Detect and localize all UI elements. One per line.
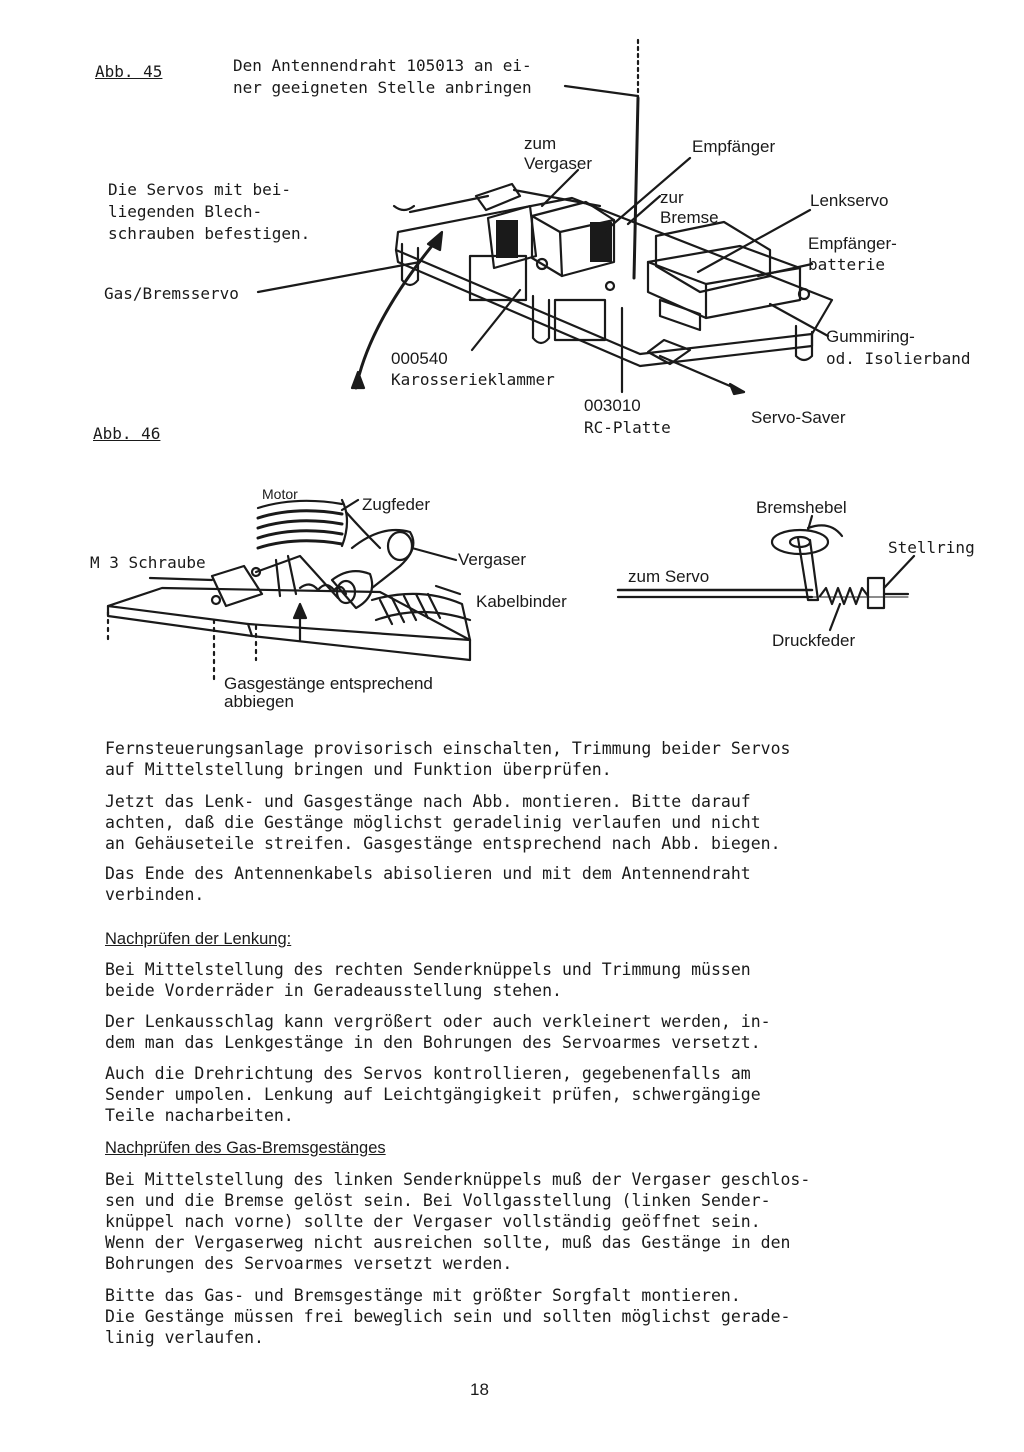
paragraph-8-line-3: linig verlaufen. xyxy=(105,1328,264,1347)
paragraph-2-line-2: achten, daß die Gestänge möglichst geradelinig verlaufen und nicht xyxy=(105,813,761,832)
paragraph-8-line-2: Die Gestänge müssen frei beweglich sein und sollten möglichst gerade- xyxy=(105,1307,791,1326)
paragraph-2-line-3: an Gehäuseteile streifen. Gasgestänge entsprechend nach Abb. biegen. xyxy=(105,834,781,853)
karosserieklammer-number: 000540 xyxy=(391,349,448,368)
zum-servo-label: zum Servo xyxy=(628,567,710,586)
kabelbinder-label: Kabelbinder xyxy=(476,592,567,611)
paragraph-5 xyxy=(105,1011,885,1053)
paragraph-3-line-1: Das Ende des Antennenkabels abisolieren und mit dem Antennendraht xyxy=(105,864,751,883)
paragraph-7-line-2: sen und die Bremse gelöst sein. Bei Vollgasstellung (linken Sender- xyxy=(105,1191,771,1210)
paragraph-5-line-2: dem man das Lenkgestänge in den Bohrungen des Servoarmes versetzt. xyxy=(105,1033,761,1052)
rc-platte-label: RC-Platte xyxy=(584,418,671,437)
druckfeder-label: Druckfeder xyxy=(772,631,856,650)
paragraph-6 xyxy=(105,1063,885,1126)
figure-45-label: Abb. 45 xyxy=(95,62,163,81)
paragraph-2-line-1: Jetzt das Lenk- und Gasgestänge nach Abb. montieren. Bitte darauf xyxy=(105,792,751,811)
zur-label: zur xyxy=(660,188,684,207)
paragraph-7-line-3: knüppel nach vorne) sollte der Vergaser vollständig geöffnet sein. xyxy=(105,1212,761,1231)
bremse-label: Bremse xyxy=(660,208,719,227)
paragraph-4-line-2: beide Vorderräder in Geradeausstellung stehen. xyxy=(105,981,562,1000)
heading-lenkung: Nachprüfen der Lenkung: xyxy=(105,930,292,948)
paragraph-7-line-5: Bohrungen des Servoarmes versetzt werden. xyxy=(105,1254,513,1273)
stellring-label: Stellring xyxy=(888,538,975,557)
paragraph-7-line-4: Wenn der Vergaserweg nicht ausreichen sollte, muß das Gestänge in den xyxy=(105,1233,791,1252)
heading-gas-bremsgestaenge: Nachprüfen des Gas-Bremsgestänges xyxy=(105,1139,386,1157)
paragraph-8 xyxy=(105,1285,885,1348)
servo-saver-label: Servo-Saver xyxy=(751,408,846,427)
lenkservo-label: Lenkservo xyxy=(810,191,889,210)
rc-platte-number: 003010 xyxy=(584,396,641,415)
karosserieklammer-label: Karosserieklammer xyxy=(391,370,555,389)
paragraph-7-line-1: Bei Mittelstellung des linken Senderknüppels muß der Vergaser geschlos- xyxy=(105,1170,811,1189)
bremshebel-label: Bremshebel xyxy=(756,498,847,517)
paragraph-1-line-1: Fernsteuerungsanlage provisorisch einschalten, Trimmung beider Servos xyxy=(105,739,791,758)
paragraph-4-line-1: Bei Mittelstellung des rechten Senderknüppels und Trimmung müssen xyxy=(105,960,751,979)
gasgestaenge-line2: abbiegen xyxy=(224,692,294,711)
gasgestaenge-line1: Gasgestänge entsprechend xyxy=(224,674,433,693)
paragraph-2 xyxy=(105,791,885,854)
page-number: 18 xyxy=(470,1380,489,1399)
figure-46-label: Abb. 46 xyxy=(93,424,161,443)
vergaser-label-46: Vergaser xyxy=(458,550,527,569)
empfaenger-label: Empfänger xyxy=(692,137,776,156)
m3-schraube-label: M 3 Schraube xyxy=(90,553,206,572)
paragraph-8-line-1: Bitte das Gas- und Bremsgestänge mit größter Sorgfalt montieren. xyxy=(105,1286,741,1305)
antenna-note-line1: Den Antennendraht 105013 an ei- xyxy=(233,56,532,75)
gummiring-line2: od. Isolierband xyxy=(826,349,971,368)
paragraph-4 xyxy=(105,959,885,1001)
empfaenger-batterie-line2: batterie xyxy=(808,255,886,274)
servos-note-line2: liegenden Blech- xyxy=(108,202,263,221)
paragraph-6-line-2: Sender umpolen. Lenkung auf Leichtgängigkeit prüfen, schwergängige xyxy=(105,1085,761,1104)
paragraph-1-line-2: auf Mittelstellung bringen und Funktion überprüfen. xyxy=(105,760,612,779)
empfaenger-batterie-line1: Empfänger- xyxy=(808,234,897,253)
paragraph-3 xyxy=(105,863,885,905)
paragraph-7 xyxy=(105,1169,885,1274)
paragraph-1 xyxy=(105,738,885,780)
paragraph-6-line-3: Teile nacharbeiten. xyxy=(105,1106,294,1125)
paragraph-6-line-1: Auch die Drehrichtung des Servos kontrollieren, gegebenenfalls am xyxy=(105,1064,751,1083)
gummiring-line1: Gummiring- xyxy=(826,327,915,346)
zum-label: zum xyxy=(524,134,557,153)
paragraph-5-line-1: Der Lenkausschlag kann vergrößert oder auch verkleinert werden, in- xyxy=(105,1012,771,1031)
paragraph-3-line-2: verbinden. xyxy=(105,885,205,904)
servos-note-line3: schrauben befestigen. xyxy=(108,224,311,243)
motor-label: Motor xyxy=(262,486,298,502)
antenna-note-line2: ner geeigneten Stelle anbringen xyxy=(233,78,532,97)
gas-bremsservo-label: Gas/Bremsservo xyxy=(104,284,239,303)
vergaser-label: Vergaser xyxy=(524,154,593,173)
zugfeder-label: Zugfeder xyxy=(362,495,431,514)
servos-note-line1: Die Servos mit bei- xyxy=(108,180,292,199)
